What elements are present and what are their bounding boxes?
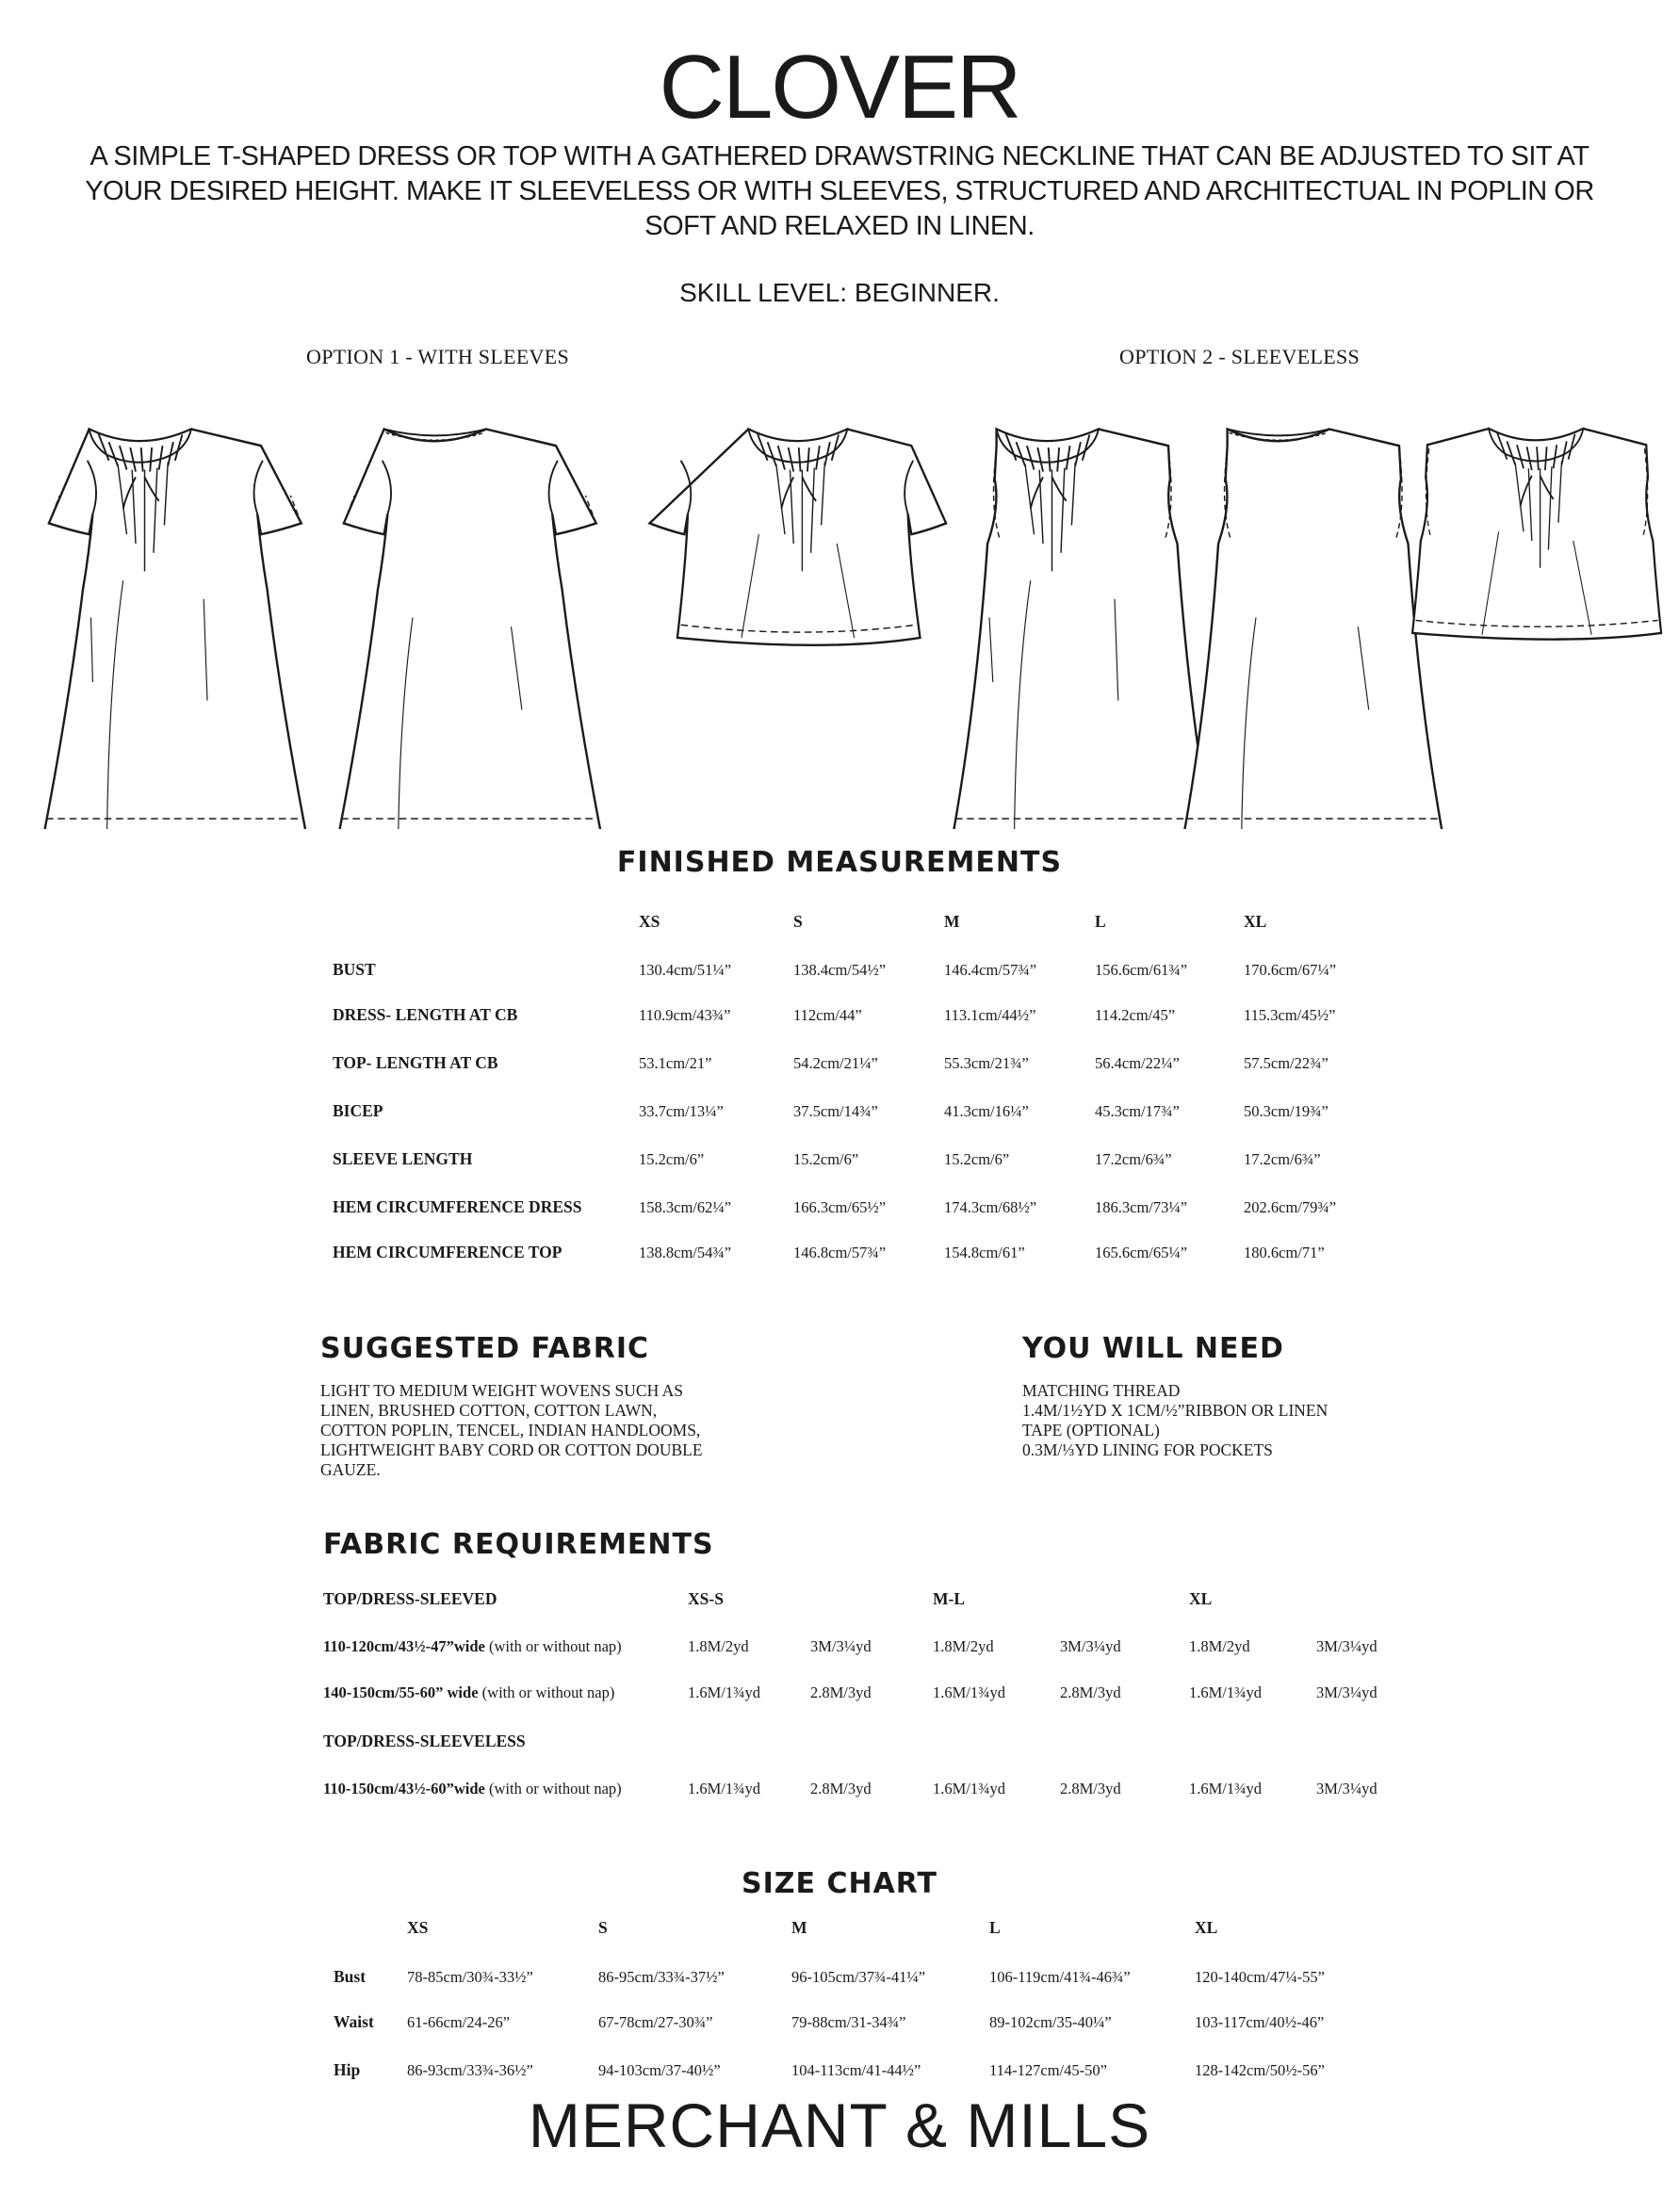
fm-cell: 166.3cm/65½” — [793, 1198, 887, 1216]
fm-cell: 56.4cm/22¼” — [1095, 1054, 1180, 1072]
sc-size-header: S — [598, 1918, 608, 1937]
fr-cell: 3M/3¼yd — [810, 1637, 872, 1655]
fm-row-label: HEM CIRCUMFERENCE DRESS — [333, 1197, 582, 1216]
fm-cell: 146.4cm/57¾” — [944, 961, 1037, 979]
fr-cell: 1.6M/1¾yd — [933, 1683, 1006, 1701]
fr-cell: 3M/3¼yd — [1316, 1637, 1377, 1655]
fm-cell: 180.6cm/71” — [1244, 1244, 1325, 1261]
you-will-need-text: MATCHING THREAD 1.4M/1½YD X 1CM/½”RIBBON OR LINEN TAPE (OPTIONAL) 0.3M/⅓YD LINING FOR POCKETS — [1022, 1381, 1329, 1459]
sleeveless-dress-back-drawing — [1184, 429, 1443, 829]
sleeveless-dress-front-drawing — [954, 429, 1212, 829]
sc-cell: 128-142cm/50½-56” — [1195, 2061, 1325, 2079]
pattern-title: CLOVER — [659, 37, 1020, 138]
sc-cell: 78-85cm/30¾-33½” — [407, 1968, 533, 1986]
suggested-fabric-title: SUGGESTED FABRIC — [320, 1332, 650, 1365]
fm-cell: 113.1cm/44½” — [944, 1006, 1036, 1024]
option-1-label: OPTION 1 - WITH SLEEVES — [306, 345, 570, 368]
fr-sleeved-heading: TOP/DRESS-SLEEVED — [323, 1589, 497, 1608]
sc-cell: 61-66cm/24-26” — [407, 2013, 511, 2031]
sc-cell: 67-78cm/27-30¾” — [598, 2013, 713, 2031]
fm-row-label: DRESS- LENGTH AT CB — [333, 1005, 518, 1024]
fm-cell: 15.2cm/6” — [944, 1150, 1010, 1168]
sc-cell: 79-88cm/31-34¾” — [791, 2013, 906, 2031]
fm-cell: 17.2cm/6¾” — [1095, 1150, 1172, 1168]
fm-cell: 54.2cm/21¼” — [793, 1054, 878, 1072]
sc-size-header: M — [791, 1918, 807, 1937]
fr-cell: 2.8M/3yd — [1060, 1683, 1121, 1701]
fr-cell: 2.8M/3yd — [810, 1683, 872, 1701]
fm-row-label: HEM CIRCUMFERENCE TOP — [333, 1243, 562, 1261]
sc-size-header: XS — [407, 1918, 429, 1937]
sc-size-header: L — [989, 1918, 1001, 1937]
sc-cell: 103-117cm/40½-46” — [1195, 2013, 1325, 2031]
fm-cell: 112cm/44” — [793, 1006, 862, 1024]
fm-size-header: L — [1095, 912, 1106, 931]
fm-cell: 114.2cm/45” — [1095, 1006, 1176, 1024]
sc-cell: 114-127cm/45-50” — [989, 2061, 1107, 2079]
fr-sleeveless-heading: TOP/DRESS-SLEEVELESS — [323, 1732, 526, 1750]
sc-cell: 89-102cm/35-40¼” — [989, 2013, 1112, 2031]
fr-cell: 1.8M/2yd — [688, 1637, 749, 1655]
fabric-requirements-title: FABRIC REQUIREMENTS — [323, 1528, 714, 1561]
fm-size-header: S — [793, 912, 803, 931]
fm-cell: 186.3cm/73¼” — [1095, 1198, 1188, 1216]
fm-cell: 55.3cm/21¾” — [944, 1054, 1029, 1072]
fm-cell: 146.8cm/57¾” — [793, 1244, 887, 1261]
fm-cell: 138.8cm/54¾” — [639, 1244, 732, 1261]
sc-size-header: XL — [1195, 1918, 1218, 1937]
fm-cell: 202.6cm/79¾” — [1244, 1198, 1337, 1216]
fr-cell: 1.6M/1¾yd — [1189, 1683, 1263, 1701]
fr-cell: 1.6M/1¾yd — [933, 1780, 1006, 1797]
fm-cell: 17.2cm/6¾” — [1244, 1150, 1321, 1168]
garment-illustrations — [0, 386, 1679, 829]
sleeved-dress-front-drawing — [44, 429, 305, 829]
fm-cell: 115.3cm/45½” — [1244, 1006, 1336, 1024]
fm-size-header: XS — [639, 912, 660, 931]
fr-width: 140-150cm/55-60” wide (with or without nap) — [323, 1683, 615, 1701]
fm-row-label: TOP- LENGTH AT CB — [333, 1053, 498, 1072]
brand-wordmark: MERCHANT & MILLS — [528, 2090, 1151, 2160]
fm-cell: 174.3cm/68½” — [944, 1198, 1037, 1216]
sc-cell: 94-103cm/37-40½” — [598, 2061, 721, 2079]
fm-size-header: XL — [1244, 912, 1267, 931]
fm-cell: 138.4cm/54½” — [793, 961, 887, 979]
fm-cell: 57.5cm/22¾” — [1244, 1054, 1329, 1072]
fm-cell: 165.6cm/65¼” — [1095, 1244, 1188, 1261]
fm-row-label: BICEP — [333, 1101, 383, 1120]
sc-row-label: Hip — [334, 2060, 361, 2079]
fm-row-label: BUST — [333, 960, 376, 979]
fm-cell: 154.8cm/61” — [944, 1244, 1025, 1261]
fm-cell: 156.6cm/61¾” — [1095, 961, 1188, 979]
sleeved-dress-back-drawing — [339, 429, 600, 829]
fr-cell: 1.6M/1¾yd — [1189, 1780, 1263, 1797]
sc-cell: 120-140cm/47¼-55” — [1195, 1968, 1325, 1986]
fr-cell: 1.6M/1¾yd — [688, 1780, 761, 1797]
skill-level: SKILL LEVEL: BEGINNER. — [679, 278, 1000, 307]
sc-cell: 106-119cm/41¾-46¾” — [989, 1968, 1131, 1986]
sc-cell: 96-105cm/37¾-41¼” — [791, 1968, 926, 1986]
suggested-fabric-text: LIGHT TO MEDIUM WEIGHT WOVENS SUCH AS LINEN, BRUSHED COTTON, COTTON LAWN, COTTON POPLIN, TENCEL, INDIAN HANDLOOMS, LIGHTWEIGHT BABY CORD OR COTTON DOUBLE GAUZE. — [320, 1381, 703, 1479]
fr-cell: 3M/3¼yd — [1060, 1637, 1121, 1655]
sc-cell: 104-113cm/41-44½” — [791, 2061, 921, 2079]
fm-row-label: SLEEVE LENGTH — [333, 1149, 473, 1168]
fr-size-group: M-L — [933, 1589, 966, 1608]
finished-measurements-title: FINISHED MEASUREMENTS — [616, 846, 1063, 879]
option-2-label: OPTION 2 - SLEEVELESS — [1119, 345, 1361, 368]
fr-cell: 3M/3¼yd — [1316, 1683, 1377, 1701]
fr-size-group: XL — [1189, 1589, 1213, 1608]
fm-cell: 41.3cm/16¼” — [944, 1102, 1029, 1120]
fr-width: 110-150cm/43½-60”wide (with or without nap) — [323, 1780, 622, 1797]
pattern-description: A SIMPLE T-SHAPED DRESS OR TOP WITH A GATHERED DRAWSTRING NECKLINE THAT CAN BE ADJUSTED TO SIT AT YOUR DESIRED HEIGHT. MAKE IT SLEEVELESS OR WITH SLEEVES, STRUCTURED AND ARCHITECTUAL IN POPLIN OR SOFT AND RELAXED IN LINEN. — [85, 141, 1594, 241]
fm-cell: 50.3cm/19¾” — [1244, 1102, 1329, 1120]
fm-cell: 33.7cm/13¼” — [639, 1102, 724, 1120]
fr-cell: 1.8M/2yd — [933, 1637, 994, 1655]
fm-cell: 170.6cm/67¼” — [1244, 961, 1337, 979]
fm-cell: 158.3cm/62¼” — [639, 1198, 732, 1216]
sc-row-label: Bust — [334, 1967, 367, 1986]
you-will-need-title: YOU WILL NEED — [1022, 1332, 1284, 1365]
fm-cell: 45.3cm/17¾” — [1095, 1102, 1180, 1120]
fr-cell: 3M/3¼yd — [1316, 1780, 1377, 1797]
size-chart-title: SIZE CHART — [741, 1867, 938, 1900]
fr-cell: 2.8M/3yd — [1060, 1780, 1121, 1797]
sleeveless-top-front-drawing — [1412, 429, 1661, 640]
fr-cell: 2.8M/3yd — [810, 1780, 872, 1797]
fr-width: 110-120cm/43½-47”wide (with or without nap) — [323, 1637, 622, 1655]
sc-cell: 86-95cm/33¾-37½” — [598, 1968, 725, 1986]
sc-cell: 86-93cm/33¾-36½” — [407, 2061, 533, 2079]
fm-size-header: M — [944, 912, 960, 931]
sc-row-label: Waist — [334, 2012, 374, 2031]
fm-cell: 110.9cm/43¾” — [639, 1006, 731, 1024]
fm-cell: 130.4cm/51¼” — [639, 961, 732, 979]
fm-cell: 15.2cm/6” — [639, 1150, 705, 1168]
sleeved-top-front-drawing — [649, 429, 946, 644]
fm-cell: 53.1cm/21” — [639, 1054, 712, 1072]
fm-cell: 15.2cm/6” — [793, 1150, 859, 1168]
fr-cell: 1.6M/1¾yd — [688, 1683, 761, 1701]
fm-cell: 37.5cm/14¾” — [793, 1102, 878, 1120]
fr-size-group: XS-S — [688, 1589, 724, 1608]
fr-cell: 1.8M/2yd — [1189, 1637, 1250, 1655]
